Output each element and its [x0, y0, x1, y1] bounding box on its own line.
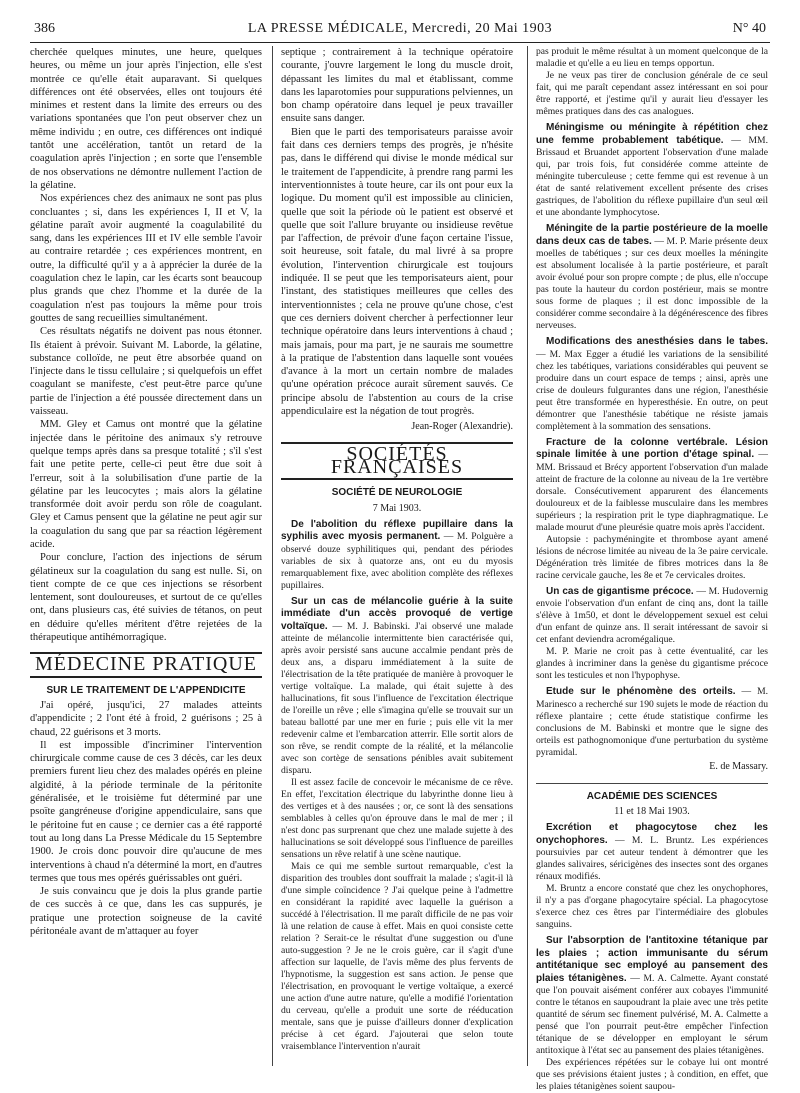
paragraph: Ces résultats négatifs ne doivent pas nous étonner. Ils étaient à prévoir. Suivant M. Laborde, la gélatine, substance colloïde, ne peut être absorbée quand on l'injecte dans le tissu cellulaire ; si quelquefois un effet coagulant se manifeste, c'est peut-être parce qu'une partie de l'injection a été poussée directement dans un vaisseau.: [30, 326, 262, 418]
report-title: De l'abolition du réflexe pupillaire dans la syphilis avec myosis permanent.: [281, 518, 513, 543]
paragraph: M. Bruntz a encore constaté que chez les onychophores, il n'y a pas d'organe phagocytaire spécial. La phagocytose s'exerce chez ces êtres par l'intermédiaire des globules sanguins.: [536, 883, 768, 931]
paragraph: Je suis convaincu que je dois la plus grande partie de ces succès à ce que, dans les cas suppurés, je pratique une protection soigneuse de la cavité péritonéale avant de m'attaquer au foyer: [30, 886, 262, 937]
report-item: [536, 586, 768, 647]
issue-number: N° 40: [732, 21, 766, 36]
report-text: — M. A. Calmette. Ayant constaté que l'on pouvait aisément conférer aux cobayes l'immunité contre le tétanos en saupoudrant la plaie avec une très petite quantité de sérum sec finement pulvérisé, M. A. Calmette a pensé que l'on pourrait peut-être empêcher l'infection tétanique de se développer en employant le sérum antitoxique à l'état sec au pansement des plaies tétanigènes.: [536, 972, 769, 1057]
report-title: Méningisme ou méningite à répétition chez une femme probablement tabétique.: [536, 122, 768, 146]
academy-date: 11 et 18 Mai 1903.: [614, 805, 690, 817]
paragraph: MM. Gley et Camus ont montré que la gélatine injectée dans le péritoine des animaux s'y retrouve quelque temps après dans sa presque totalité ; s'il s'est fait une petite perte, celle-ci peut être due soit à l'erreur, soit à la solubilisation d'une partie de la gélatine par les leucocytes ; mais alors la gélatine transformée doit avoir perdu son rôle de coagulant. Gley et Camus pensent que la gélatine ne peut agir sur la coagulation du sang que par sa réaction légèrement acide.: [30, 419, 262, 550]
column-divider: [272, 46, 273, 1066]
report-title: Modifications des anesthésies dans le tabes.: [546, 336, 768, 347]
page-header: [30, 20, 770, 43]
section-title: SOCIÉTÉS FRANÇAISES: [281, 442, 513, 481]
report-item: [536, 122, 768, 219]
report-text: — M. Max Egger a étudié les variations de la sensibilité chez les tabétiques, variations considérables qui peuvent se produire dans un court espace de temps ; ainsi, après une crise de douleurs fulgurantes dans une région, l'anesthésie peut être transformée en hyperesthésie. En outre, on peut démontrer que l'anesthésie tabétique ne résiste jamais complètement à la sommation des sensations.: [536, 348, 768, 432]
report-item: [281, 596, 513, 778]
paragraph: Il est assez facile de concevoir le mécanisme de ce rêve. En effet, l'excitation électrique du labyrinthe donne lieu à des vertiges et à des nausées ; or, ce sont là des sensations semblables à celles qu'on éprouve dans le mal de mer ; il n'est donc pas surprenant que chez une malade sujette à des hallucinations se soit développé sous l'influence de pareilles sensations un rêve relatif à une scène nautique.: [281, 777, 513, 861]
report-text: — M. L. Bruntz. Les expériences poursuivies par cet auteur tendent à démontrer que les glandes salivaires, séricigènes des insectes sont des organes rénaux modifiés.: [536, 834, 768, 883]
report-text: — M. Polguère a observé douze syphilitiques qui, pendant des périodes variables de six à quatorze ans, ont eu du myosis remarquablement fixe, avec abolition complète des réflexes pupillaires.: [281, 531, 513, 591]
paragraph: Des expériences répétées sur le cobaye lui ont montré que ses prévisions étaient justes ; à condition, en effet, que les plaies tétanigènes soient saupou-: [536, 1057, 768, 1093]
column-right: [536, 46, 768, 1093]
report-item: [536, 223, 768, 332]
society-title: SOCIÉTÉ DE NEUROLOGIE: [331, 487, 463, 499]
report-text: — MM. Brissaud et Brécy apportent l'observation d'un malade atteint de fracture de la colonne au niveau de la 1re vertèbre dorsale. Consécutivement apparurent des élancements douloureux et de la faiblesse musculaire dans les membres supérieurs ; la respiration prit le type diaphragmatique. Le malade mourut d'une pleurésie quatre mois après l'accident.: [536, 449, 768, 533]
report-title: Méningite de la partie postérieure de la moelle dans deux cas de tabes.: [536, 223, 768, 247]
meeting-date: 7 Mai 1903.: [372, 502, 422, 514]
paragraph: Nos expériences chez des animaux ne sont pas plus concluantes ; si, dans les expériences I, II et V, la gélatine paraît avoir augmenté la coagulabilité du sang, dans les expériences III et IV elle semble l'avoir au contraire retardée ; ces expériences montrent, en outre, la difficulté qu'il y a à apprécier la durée de la coagulation chez le lapin, car les écarts sont beaucoup plus grands que chez l'homme et la durée de la coagulation n'est pas toujours la même pour trois gouttes de sang recueillies simultanément.: [30, 193, 262, 324]
paragraph: Mais ce qui me semble surtout remarquable, c'est la disparition des troubles dont souffrait la malade ; s'agit-il là d'une simple coïncidence ? J'ai quelque peine à l'admettre en considérant la rapidité avec laquelle la guérison a succédé à l'électrisation. Il me paraît difficile de ne pas voir là une relation de cause à effet. Mais en quoi consiste cette relation ? Serait-ce le résultat d'une suggestion ou d'une auto-suggestion ? Je ne le crois guère, car il s'agit d'une affection sur laquelle, de l'avis même des plus fervents de l'hypnotisme, la suggestion est sans action. Je pense que l'électrisation, en provoquant le vertige voltaïque, a exercé une action d'une autre nature, qu'elle a modifié l'orientation du cerveau, qu'elle a produit une sorte de rééducation mentale, sans que je puisse d'ailleurs donner d'explication précise à cet égard. J'ajouterai que selon toute vraisemblance l'intervention n'aurait: [281, 861, 513, 1053]
signature: E. de Massary.: [709, 760, 768, 772]
report-item: [536, 935, 768, 1057]
paragraph: M. P. Marie ne croit pas à cette éventualité, car les glandes à incriminer dans la genèse du gigantisme précoce sont les testicules et non l'hypophyse.: [536, 646, 768, 681]
paragraph: pas produit le même résultat à un moment quelconque de la maladie et qu'elle a eu lieu en temps opportun.: [536, 46, 768, 69]
paragraph: Pour conclure, l'action des injections de sérum gélatineux sur la coagulation du sang est nulle. Si, on tient compte de ce que ces injections se résorbent lentement, sont douloureuses, et surtout de ce qu'elles ont, dans plusieurs cas, été suivies de tétanos, on peut en déduire qu'elles méritent d'être rejetées de la thérapeutique antihémorragique.: [30, 552, 262, 644]
report-text: — M. Hudovernig envoie l'observation d'un enfant de cinq ans, dont la taille s'élève à 1m50, et dont le développement sexuel est celui d'un enfant de quinze ans. Il serait intéressant de savoir si cet enfant deviendra acromégalique.: [536, 585, 768, 645]
paragraph: cherchée quelques minutes, une heure, quelques heures, ou même un jour après l'injection, elle s'est montrée ce qu'elle était auparavant. Si quelques différences ont été observées, elles ont toujours été minimes et restent dans la limite des erreurs ou des variations spontanées que l'on peut observer chez un même individu ; en outre, ces différences ont indiqué tantôt une accélération, tantôt un retard de la coagulation après l'injection ; en sorte que l'ensemble de nos observations ne démontre nullement l'action de la gélatine.: [30, 47, 262, 191]
paragraph: Autopsie : pachyméningite et thrombose ayant amené lésions de nécrose limitée au niveau de la 3e paire cervicale. Dégénération très limitée de fibres motrices dans la 8e racine cervicale gauche, les 8e et 7e cervicales droites.: [536, 533, 768, 581]
article-title: SUR LE TRAITEMENT DE L'APPENDICITE: [46, 684, 246, 696]
paragraph: J'ai opéré, jusqu'ici, 27 malades atteints d'appendicite ; 2 l'ont été à froid, 2 guérisons ; 25 à chaud, 22 guérisons et 3 morts.: [30, 699, 262, 738]
report-item: [536, 336, 768, 433]
paragraph: Je ne veux pas tirer de conclusion générale de ce seul fait, qui me paraît cependant assez intéressant en soi pour être rapporté, et j'estime qu'il y aurait lieu d'essayer les mêmes pratiques dans des cas analogues.: [536, 70, 768, 117]
report-item: [536, 822, 768, 883]
masthead: LA PRESSE MÉDICALE, Mercredi, 20 Mai 1903: [247, 21, 553, 36]
column-middle: [281, 46, 513, 1053]
academy-title: ACADÉMIE DES SCIENCES: [536, 783, 768, 803]
report-text: — MM. Brissaud et Bruandet apportent l'observation d'une malade qui, par trois fois, fut considérée comme atteinte de méningite tuberculeuse ; cette femme qui est revenue à un état de santé relativement excellent présente des crises gastriques, de l'abolition du réflexe pupillaire d'un seul œil et une abondante lymphocytose.: [536, 134, 768, 218]
report-text: — M. Marinesco a recherché sur 190 sujets le mode de réaction du réflexe plantaire ; cette étude statistique confirme les conclusions de M. Babinski et montre que le signe des orteils est pathognomonique d'une perturbation du système pyramidal.: [536, 686, 769, 758]
signature: Jean-Roger (Alexandrie).: [411, 421, 513, 433]
report-item: [536, 686, 768, 759]
paragraph: septique ; contrairement à la technique opératoire courante, j'ouvre largement le long du muscle droit, dépassant les limites du mal et établissant, comme dans les laparotomies pour suppurations pelviennes, un bon champ opératoire dans lequel je peux travailler ensuite sans danger.: [281, 47, 513, 125]
paragraph: Il est impossible d'incriminer l'intervention chirurgicale comme cause de ces 3 décès, car les deux premiers furent lieu chez des malades opérés en pleine algidité, à la période terminale de la péritonite généralisée, et le troisième fut déterminé par une psoïte gangréneuse d'origine appendiculaire, sans que le péritoine fut en cause ; ce dernier cas a été rapporté tout au long dans La Presse Médicale du 15 Septembre 1900. Je crois donc pouvoir dire qu'aucune de mes interventions à chaud n'a déterminé la mort, en d'autres termes que tous mes opérés guérissables ont guéri.: [30, 739, 262, 884]
report-title: Etude sur le phénomène des orteils.: [546, 686, 736, 697]
report-title: Excrétion et phagocytose chez les onychophores.: [536, 822, 768, 846]
report-item: [536, 437, 768, 534]
column-left: [30, 46, 262, 938]
section-title: MÉDECINE PRATIQUE: [30, 652, 262, 677]
page-number: 386: [34, 21, 55, 36]
report-title: Un cas de gigantisme précoce.: [546, 585, 694, 597]
report-item: [281, 519, 513, 592]
report-text: — M. J. Babinski. J'ai observé une malade atteinte de mélancolie intermittente bien caractérisée qui, après avoir persisté sans aucune accalmie pendant près de deux ans, a disparu immédiatement à la suite de l'électrisation de la tête pratiquée de manière à provoquer le vertige voltaïque. La malade, qui était sujette à des hallucinations, fit sous l'influence de l'excitation électrique de l'oreille un rêve ; elle s'imagina qu'elle se trouvait sur un bateau ballotté par une mer en furie ; puis elle vit la mer redevenir calme et l'embarcation atterrir. Elle sortit alors de son rêve, se rendit compte de la réalité, et la mélancolie avec son cortège de sensations pénibles avait subitement disparu.: [281, 620, 513, 777]
report-text: — M. P. Marie présente deux moelles de tabétiques ; sur ces deux moelles la méningite est absolument localisée à la partie postérieure, et paraît avoir évolué pour son propre compte ; de plus, elle n'occupe pas toute la hauteur du cordon postérieur, mais se montre sous forme de plaques ; il est donc impossible de la considérer comme secondaire à la dégénérescence des fibres nerveuses.: [536, 235, 768, 331]
report-title: Fracture de la colonne vertébrale. Lésion spinale limitée à une portion d'étage spinal.: [536, 436, 768, 460]
report-title: Sur l'absorption de l'antitoxine tétanique par les plaies ; action immunisante du sérum antitétanique sec employé au pansement des plaies tétanigènes.: [536, 935, 768, 984]
column-divider: [527, 46, 528, 1066]
paragraph: Bien que le parti des temporisateurs paraisse avoir fait dans ces derniers temps des progrès, je n'hésite pas, dans le différend qui divise le monde médical sur le traitement de l'appendicite, à prendre rang parmi les interventionnistes à toute heure, car ils ont pour eux la logique. Du moment qu'il est impossible au clinicien, quelle que soit la période où le patient est observé et quelle que soit l'allure bruyante ou insidieuse revêtue par l'affection, de prévoir d'une façon certaine l'issue, soit heureuse, soit fatale, du mal livré à sa propre évolution, l'intervention chirurgicale est toujours indiquée. Il se peut que les temporisateurs aient, pour l'instant, des statistiques meilleures que celles des interventionnistes ; cela ne prouve qu'une chose, c'est que ces derniers doivent chercher à perfectionner leur technique opératoire dans leurs interventions à chaud ; mais jamais, pour ma part, je ne saurais me soumettre à la pratique de l'abstention dans laquelle sont vouées d'avance à la mort un certain nombre de malades qu'une opération précoce aurait sûrement sauvés. Ce principe absolu de l'abstention au cours de la crise appendiculaire est la négation de tout progrès.: [281, 126, 513, 418]
report-title: Sur un cas de mélancolie guérie à la suite immédiate d'un accès provoqué de vertige voltaïque.: [281, 595, 513, 632]
